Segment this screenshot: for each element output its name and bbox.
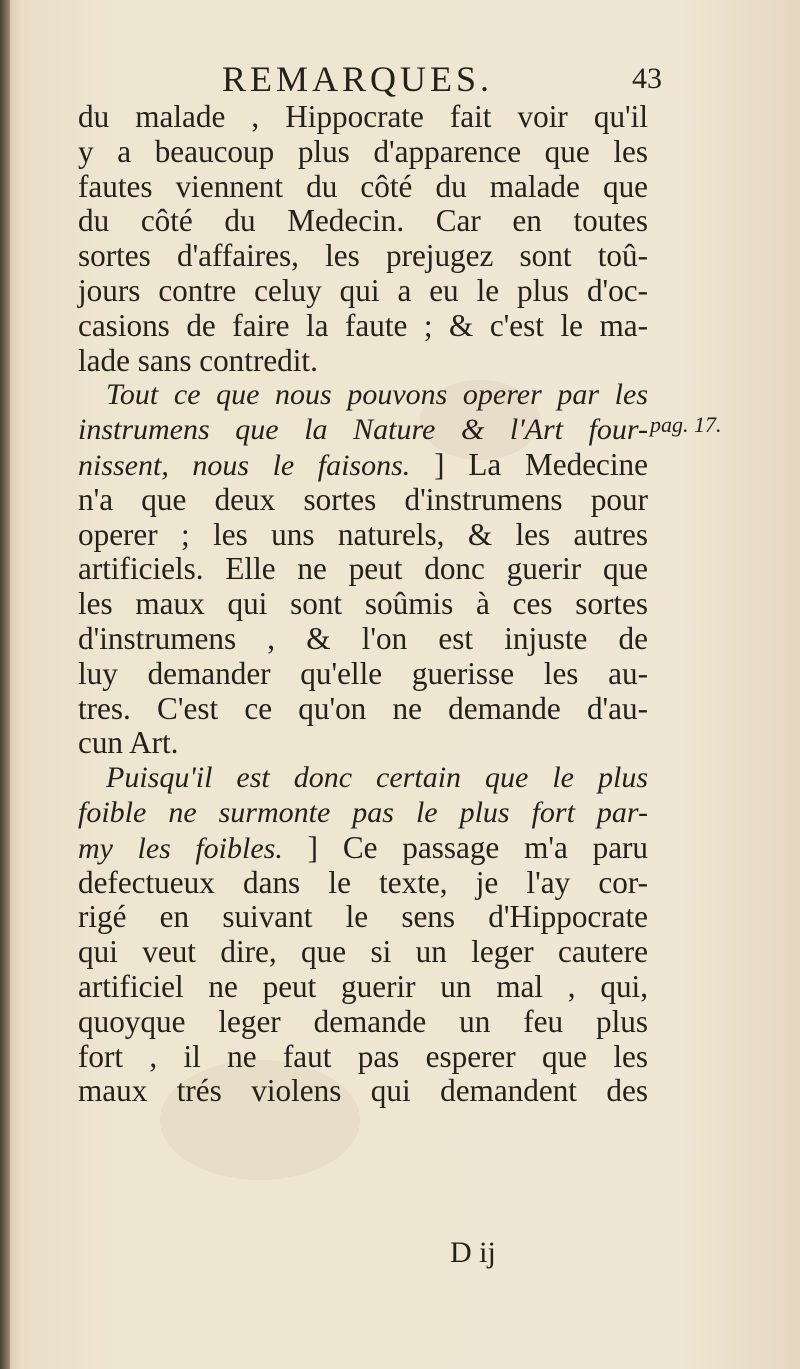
page-number: 43 (632, 62, 662, 95)
text-line: foible ne surmonte pas le plus fort par- (78, 795, 648, 829)
quoted-lemma: my les foibles. (78, 831, 283, 865)
text-line: du malade , Hippocrate fait voir qu'il (78, 99, 648, 134)
text-line (78, 831, 648, 866)
quoted-lemma: nissent, nous le faisons. (78, 448, 411, 482)
text-line: maux trés violens qui demandent des (78, 1073, 648, 1109)
text-line: qui veut dire, que si un leger cautere (78, 934, 648, 970)
signature-mark: D ij (450, 1236, 496, 1269)
text-line: artificiels. Elle ne peut donc guerir que (78, 551, 648, 587)
text-line: artificiel ne peut guerir un mal , qui, (78, 968, 648, 1004)
text-line: y a beaucoup plus d'apparence que les (78, 133, 648, 169)
book-spine (0, 0, 10, 1369)
text-line: du côté du Medecin. Car en toutes (78, 203, 648, 239)
text-line: d'instrumens , & l'on est injuste de (78, 620, 648, 656)
running-title: REMARQUES. (222, 59, 494, 99)
page-header (222, 58, 662, 102)
text-line: operer ; les uns naturels, & les autres (78, 516, 648, 552)
text-line: tres. C'est ce qu'on ne demande d'au- (78, 690, 648, 726)
text-line: casions de faire la faute ; & c'est le ma- (78, 307, 648, 343)
text-line: Puisqu'il est donc certain que le plus (106, 761, 648, 795)
text-line: fort , il ne faut pas esperer que les (78, 1038, 648, 1074)
text-line: luy demander qu'elle guerisse les au- (78, 655, 648, 691)
text-line (78, 448, 648, 483)
body-text (78, 100, 648, 1109)
commentary-start: ] Ce passage m'a paru (307, 829, 649, 865)
commentary-start: ] La Medecine (434, 446, 648, 482)
text-line: instrumens que la Nature & l'Art four- (78, 413, 648, 447)
text-line: fautes viennent du côté du malade que (78, 168, 648, 204)
text-line: cun Art. (78, 725, 179, 761)
text-line: lade sans contredit. (78, 342, 318, 378)
text-line: jours contre celuy qui a eu le plus d'oc- (78, 272, 648, 308)
text-line: Tout ce que nous pouvons operer par les (106, 378, 648, 412)
text-line: defectueux dans le texte, je l'ay cor- (78, 864, 648, 900)
text-line: n'a que deux sortes d'instrumens pour (78, 481, 648, 517)
text-line: les maux qui sont soûmis à ces sortes (78, 586, 648, 622)
text-line: rigé en suivant le sens d'Hippocrate (78, 899, 648, 935)
margin-reference: pag. 17. (650, 412, 722, 437)
text-line: quoyque leger demande un feu plus (78, 1003, 648, 1039)
text-line: sortes d'affaires, les prejugez sont toû- (78, 238, 648, 274)
